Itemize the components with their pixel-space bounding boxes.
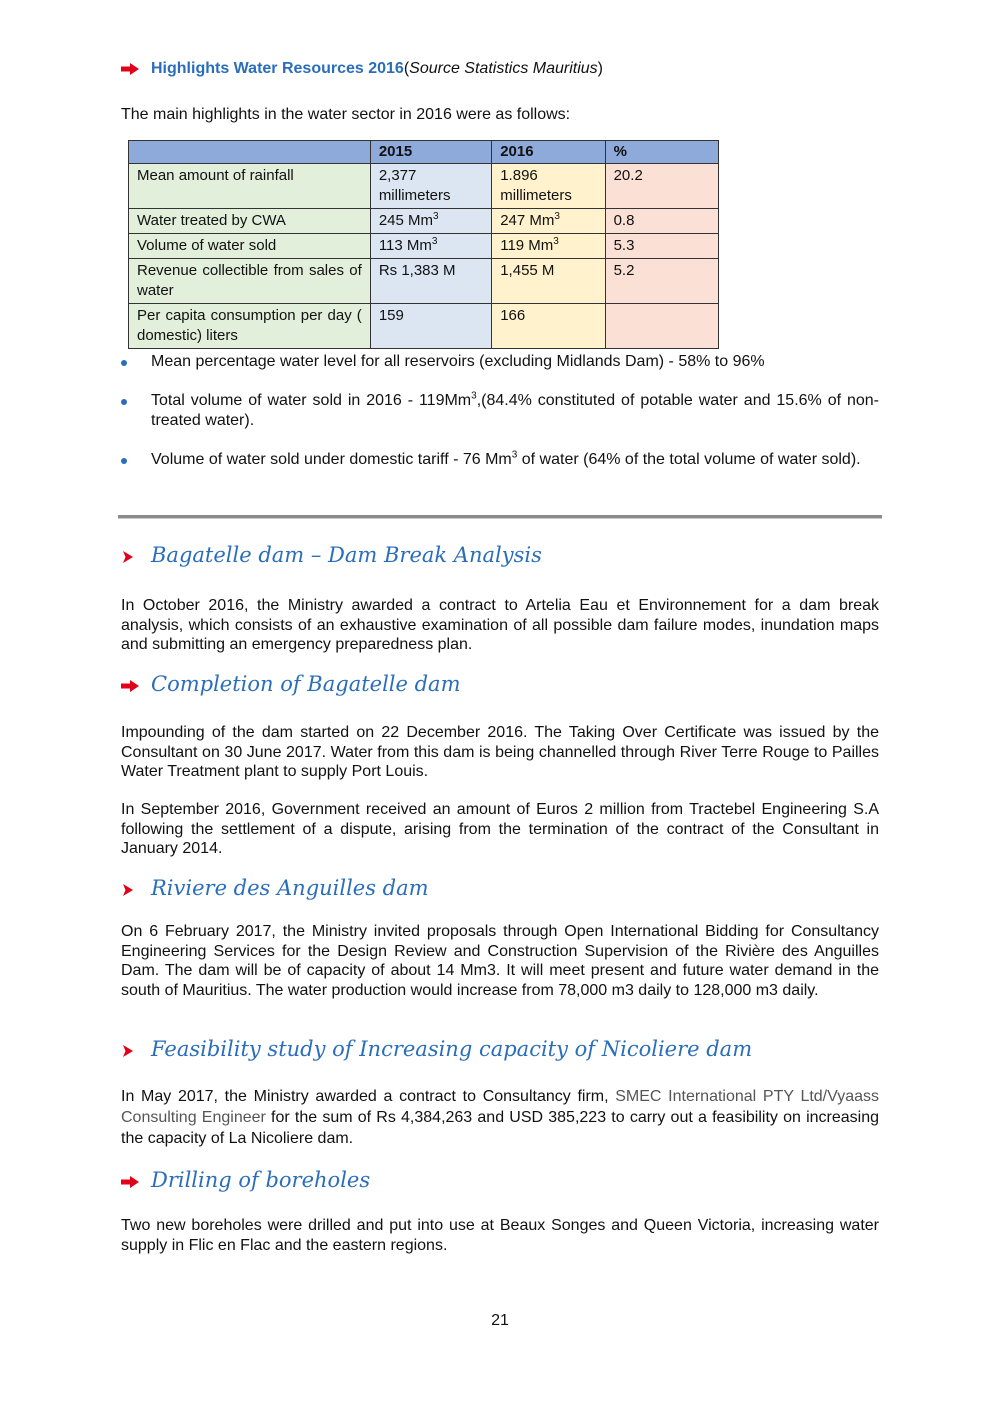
bullet-text: Total volume of water sold in 2016 - 119Mm	[151, 392, 472, 409]
list-item	[121, 391, 879, 431]
section-heading-nicoliere	[121, 1037, 752, 1061]
table-row	[129, 234, 719, 259]
chevron-right-icon	[121, 1044, 135, 1058]
superscript: 3	[433, 211, 439, 222]
paragraph: Impounding of the dam started on 22 December 2016. The Taking Over Certificate was issued by the Consultant on 30 June 2017. Water from this dam is being channelled through River Terre Rouge to Pailles Water Treatment plant to supply Port Louis.	[121, 724, 879, 780]
highlights-title: Highlights Water Resources 2016	[151, 60, 404, 77]
table-cell: 2,377 millimeters	[370, 164, 491, 209]
table-cell: 0.8	[605, 209, 718, 234]
paragraph-text: In May 2017, the Ministry awarded a contract to Consultancy firm,	[121, 1088, 616, 1105]
bullet-text: Mean percentage water level for all reservoirs (excluding Midlands Dam) - 58% to 96%	[151, 353, 765, 370]
highlights-intro: The main highlights in the water sector in 2016 were as follows:	[121, 106, 571, 123]
table-cell	[605, 304, 718, 349]
section-heading-anguilles	[121, 876, 429, 900]
section-title: Drilling of boreholes	[151, 1168, 371, 1192]
superscript: 3	[553, 236, 559, 247]
chevron-right-icon	[121, 550, 135, 564]
bullet-icon	[121, 399, 127, 405]
red-arrow-icon	[121, 680, 139, 692]
highlights-heading	[121, 60, 603, 78]
table-cell-value: 247 Mm	[500, 212, 555, 229]
table-header-cell: 2016	[492, 141, 605, 164]
table-cell: Revenue collectible from sales of water	[129, 259, 371, 304]
superscript: 3	[471, 390, 477, 402]
source-open: (	[403, 60, 410, 77]
red-arrow-icon	[121, 1176, 139, 1188]
highlights-bullet-list	[121, 352, 879, 489]
bullet-text: Volume of water sold under domestic tariff - 76 Mm	[151, 451, 512, 468]
chevron-right-icon	[121, 883, 135, 897]
table-cell: 5.2	[605, 259, 718, 304]
page-number: 21	[491, 1312, 509, 1329]
paragraph	[121, 1086, 879, 1149]
paragraph: Two new boreholes were drilled and put into use at Beaux Songes and Queen Victoria, increasing water supply in Flic en Flac and the eastern regions.	[121, 1217, 879, 1254]
table-row	[129, 209, 719, 234]
table-cell: Volume of water sold	[129, 234, 371, 259]
table-row	[129, 259, 719, 304]
section-title: Feasibility study of Increasing capacity of Nicoliere dam	[151, 1037, 753, 1061]
superscript: 3	[511, 449, 518, 461]
table-cell: Per capita consumption per day ( domestic) liters	[129, 304, 371, 349]
section-title: Riviere des Anguilles dam	[151, 876, 429, 900]
table-cell	[370, 209, 491, 234]
bullet-text: of water (64% of the total volume of water sold).	[517, 451, 861, 468]
list-item	[121, 352, 879, 372]
table-header-row	[129, 141, 719, 164]
table-cell	[492, 209, 605, 234]
table-header-cell	[129, 141, 371, 164]
superscript: 3	[431, 236, 438, 247]
table-cell-value: 119 Mm	[500, 237, 554, 254]
paragraph: In October 2016, the Ministry awarded a contract to Artelia Eau et Environnement for a dam break analysis, which consists of an exhaustive examination of all possible dam failure modes, inundation maps and submitting an emergency preparedness plan.	[121, 597, 879, 653]
section-title: Bagatelle dam – Dam Break Analysis	[151, 543, 542, 567]
table-cell	[370, 234, 491, 259]
table-cell: 1,455 M	[492, 259, 605, 304]
bullet-icon	[121, 458, 127, 464]
table-cell: 166	[492, 304, 605, 349]
section-heading-dam-break	[121, 543, 542, 567]
table-cell: 159	[370, 304, 491, 349]
table-cell: Mean amount of rainfall	[129, 164, 371, 209]
table-row	[129, 164, 719, 209]
table-header-cell: 2015	[370, 141, 491, 164]
section-heading-boreholes	[121, 1168, 370, 1192]
section-title: Completion of Bagatelle dam	[151, 672, 461, 696]
section-divider	[118, 515, 882, 519]
source-close: )	[597, 60, 603, 77]
highlights-source: Source Statistics Mauritius	[409, 60, 598, 77]
table-cell-value: 245 Mm	[378, 212, 433, 229]
bullet-text: ,(84.4% constituted of potable water and 15.6% of non-treated water).	[151, 392, 879, 429]
consultant-name: SMEC International PTY Ltd/Vyaass Consulting Engineer	[121, 1088, 880, 1126]
table-cell: 5.3	[605, 234, 718, 259]
paragraph: On 6 February 2017, the Ministry invited proposals through Open International Bidding for Consultancy Engineering Services for the Design Review and Construction Supervision of the Rivière des Anguilles Dam. The dam will be of capacity of about 14 Mm3. It will meet present and future water demand in the south of Mauritius. The water production would increase from 78,000 m3 daily to 128,000 m3 daily.	[121, 923, 879, 999]
table-row	[129, 304, 719, 349]
bullet-icon	[121, 360, 127, 366]
section-heading-completion	[121, 672, 461, 696]
table-cell	[492, 234, 605, 259]
table-cell-value: 113 Mm	[378, 237, 432, 254]
table-cell: 20.2	[605, 164, 718, 209]
superscript: 3	[554, 211, 560, 222]
table-cell: Water treated by CWA	[129, 209, 371, 234]
paragraph: In September 2016, Government received an amount of Euros 2 million from Tractebel Engineering S.A following the settlement of a dispute, arising from the termination of the contract of the Consultant in January 2014.	[121, 801, 879, 857]
highlights-table	[128, 140, 719, 349]
red-arrow-icon	[121, 63, 139, 75]
table-cell: Rs 1,383 M	[370, 259, 491, 304]
list-item	[121, 450, 879, 470]
table-cell: 1.896 millimeters	[492, 164, 605, 209]
paragraph-text: for the sum of Rs 4,384,263 and USD 385,223 to carry out a feasibility on increasing the capacity of La Nicoliere dam.	[121, 1109, 879, 1147]
table-header-cell: %	[605, 141, 718, 164]
